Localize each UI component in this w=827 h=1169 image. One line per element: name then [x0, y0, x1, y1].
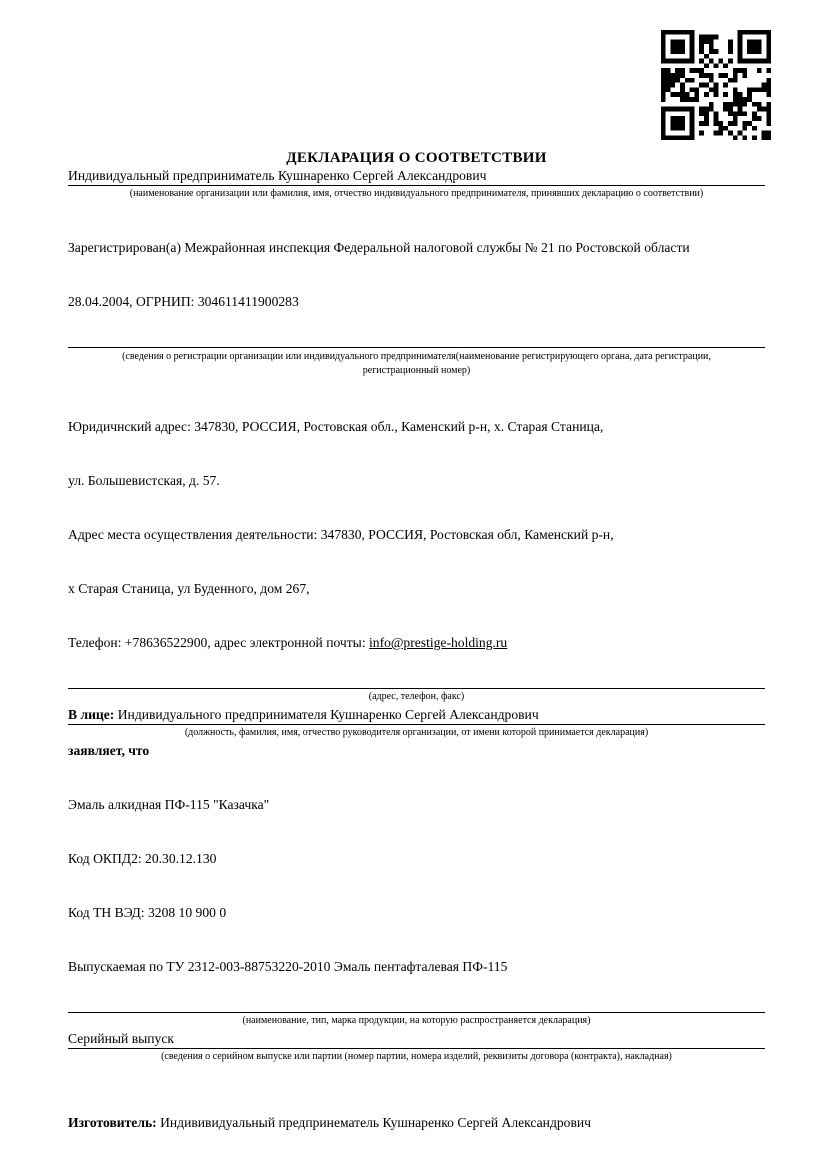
product-line: Эмаль алкидная ПФ-115 "Казачка": [68, 797, 270, 812]
in-person-caption: (должность, фамилия, имя, отчество руководителя организации, от имени которой принимается декларация): [184, 727, 649, 738]
serial-release: Серийный выпуск: [68, 1030, 765, 1049]
address-line: х Старая Станица, ул Буденного, дом 267,: [68, 581, 310, 596]
registration-line: 28.04.2004, ОГРНИП: 304611411900283: [68, 294, 299, 309]
serial-caption: (сведения о серийном выпуске или партии (номер партии, номера изделий, реквизиты договора (контракта), накладная): [161, 1051, 672, 1062]
product-line: Код ТН ВЭД: 3208 10 900 0: [68, 905, 227, 920]
email-link[interactable]: info@prestige-holding.ru: [369, 635, 508, 650]
product-line: Код ОКПД2: 20.30.12.130: [68, 851, 217, 866]
page-title: ДЕКЛАРАЦИЯ О СООТВЕТСТВИИ: [286, 150, 547, 166]
in-person-value: Индивидуального предпринимателя Кушнаренко Сергей Александрович: [114, 707, 539, 722]
declarant-name-caption: (наименование организации или фамилия, имя, отчество индивидуального предпринимателя, принявших декларацию о соответствии): [129, 188, 704, 199]
declarant-registration: [68, 203, 765, 348]
manufacturer-name-line: [68, 1114, 765, 1132]
declarant-name: Индивидуальный предприниматель Кушнаренко Сергей Александрович: [68, 167, 765, 186]
in-person-line: [68, 706, 765, 725]
address-line: ул. Большевистская, д. 57.: [68, 473, 220, 488]
manufacturer-label: Изготовитель:: [68, 1115, 157, 1130]
product-caption: (наименование, тип, марка продукции, на которую распространяется декларация): [242, 1015, 591, 1026]
address-caption: (адрес, телефон, факс): [368, 691, 465, 702]
product-line: Выпускаемая по ТУ 2312-003-88753220-2010 Эмаль пентафталевая ПФ-115: [68, 959, 508, 974]
document-body: [68, 0, 765, 1169]
address-line: Юридичнский адрес: 347830, РОССИЯ, Ростовская обл., Каменский р-н, х. Старая Станица,: [68, 419, 604, 434]
declares-label: заявляет, что: [68, 743, 150, 758]
registration-caption: (сведения о регистрации организации или индивидуального предпринимателя(наименование регистрирующего органа, дата регистрации, регистрационный номер): [122, 351, 711, 376]
product-block: [68, 760, 765, 1013]
address-line: Адрес места осуществления деятельности: 347830, РОССИЯ, Ростовская обл, Каменский р-н,: [68, 527, 614, 542]
contact-prefix: Телефон: +78636522900, адрес электронной почты:: [68, 635, 369, 650]
in-person-label: В лице:: [68, 707, 115, 722]
declarant-address-block: [68, 382, 765, 689]
manufacturer-block: [68, 1078, 765, 1169]
contact-line: [68, 634, 765, 652]
manufacturer-name: Индививидуальный предпринематель Кушнаренко Сергей Александрович: [156, 1115, 591, 1130]
registration-line: Зарегистрирован(а) Межрайонная инспекция Федеральной налоговой службы № 21 по Ростовской области: [68, 240, 690, 255]
